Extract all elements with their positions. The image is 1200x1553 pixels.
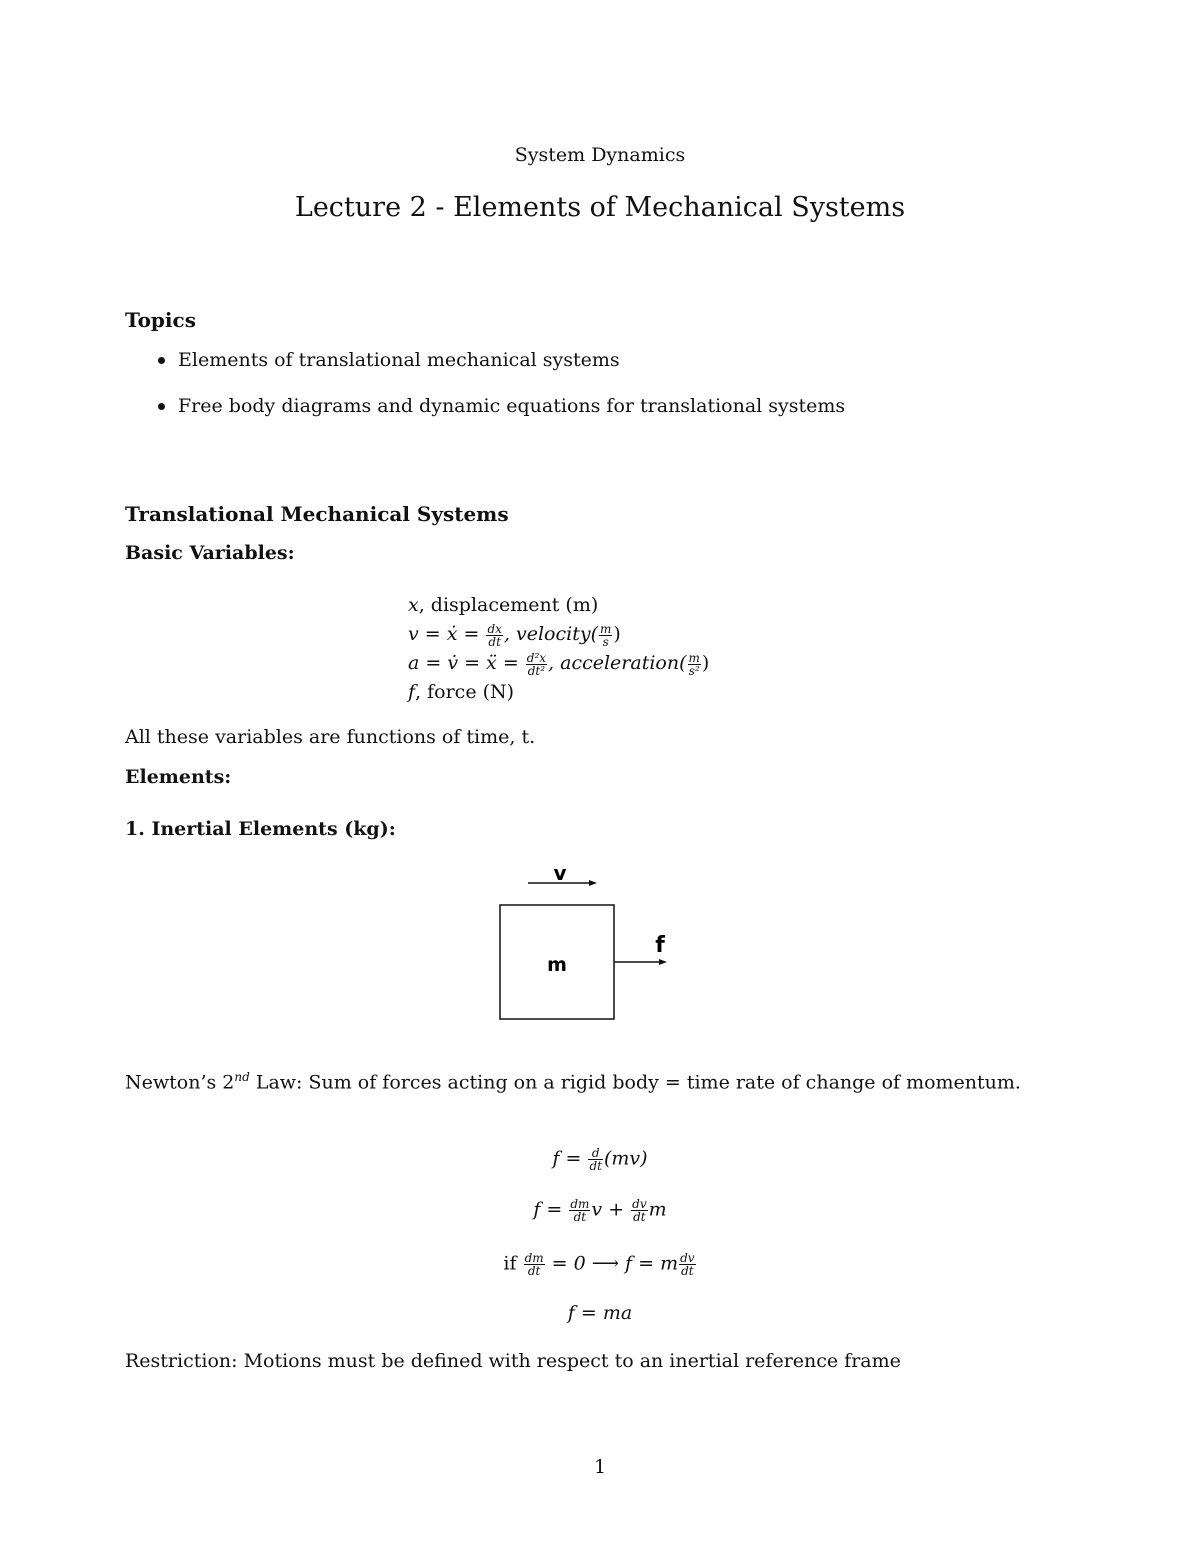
equation-f-ma: f = ma	[567, 1302, 633, 1324]
lecture-title: Lecture 2 - Elements of Mechanical Systems	[294, 192, 906, 223]
elements-label	[125, 766, 231, 788]
topic-item: Free body diagrams and dynamic equations for translational systems	[158, 393, 845, 439]
functions-note: All these variables are functions of time, t.	[125, 726, 536, 748]
section-heading: Translational Mechanical Systems	[125, 502, 509, 526]
equation-constant-mass: if $\frac{dm}{dt}$ = 0 ⟶ f = m $\frac{dv}{dt}$	[503, 1251, 695, 1278]
mass-label: m	[547, 954, 567, 976]
newton-law: Newton’s 2nd Law: Sum of forces acting on a rigid body = time rate of change of momentum.	[125, 1070, 1021, 1094]
equation-momentum: f = $\frac{d}{dt}$ (mv)	[552, 1146, 648, 1173]
velocity-arrow-head	[589, 880, 597, 886]
mass-diagram	[490, 855, 690, 1030]
topics-list	[158, 347, 845, 439]
var-force: f, force (N)	[408, 681, 515, 703]
equation-product-rule: f = $\frac{dm}{dt}$ v + $\frac{dv}{dt}$ m	[533, 1197, 667, 1224]
elements-label-text: Elements:	[125, 766, 232, 788]
force-arrow-head	[659, 959, 667, 965]
inertial-heading: 1. Inertial Elements (kg):	[125, 818, 396, 840]
velocity-label: v	[553, 861, 567, 885]
course-name: System Dynamics	[514, 144, 686, 166]
topics-heading: Topics	[125, 308, 196, 332]
restriction-note: Restriction: Motions must be defined with respect to an inertial reference frame	[125, 1350, 901, 1372]
force-label: f	[655, 933, 665, 958]
var-acceleration: a = v̇ = ẍ = $\frac{\text{d²x}}{\text{dt²}}$ , acceleration( $\frac{m}{\text{s²}}$ )	[408, 650, 710, 678]
basic-variables-label-text: Basic Variables:	[125, 542, 295, 564]
basic-variables-label	[125, 542, 295, 564]
variables-block	[408, 591, 709, 707]
var-velocity: v = ẋ = $\frac{dx}{dt}$ , velocity( $\frac{m}{s}$ )	[408, 621, 621, 649]
topic-item: Elements of translational mechanical systems	[158, 347, 845, 393]
page-number: 1	[593, 1456, 607, 1478]
var-displacement: x, displacement (m)	[408, 594, 599, 616]
